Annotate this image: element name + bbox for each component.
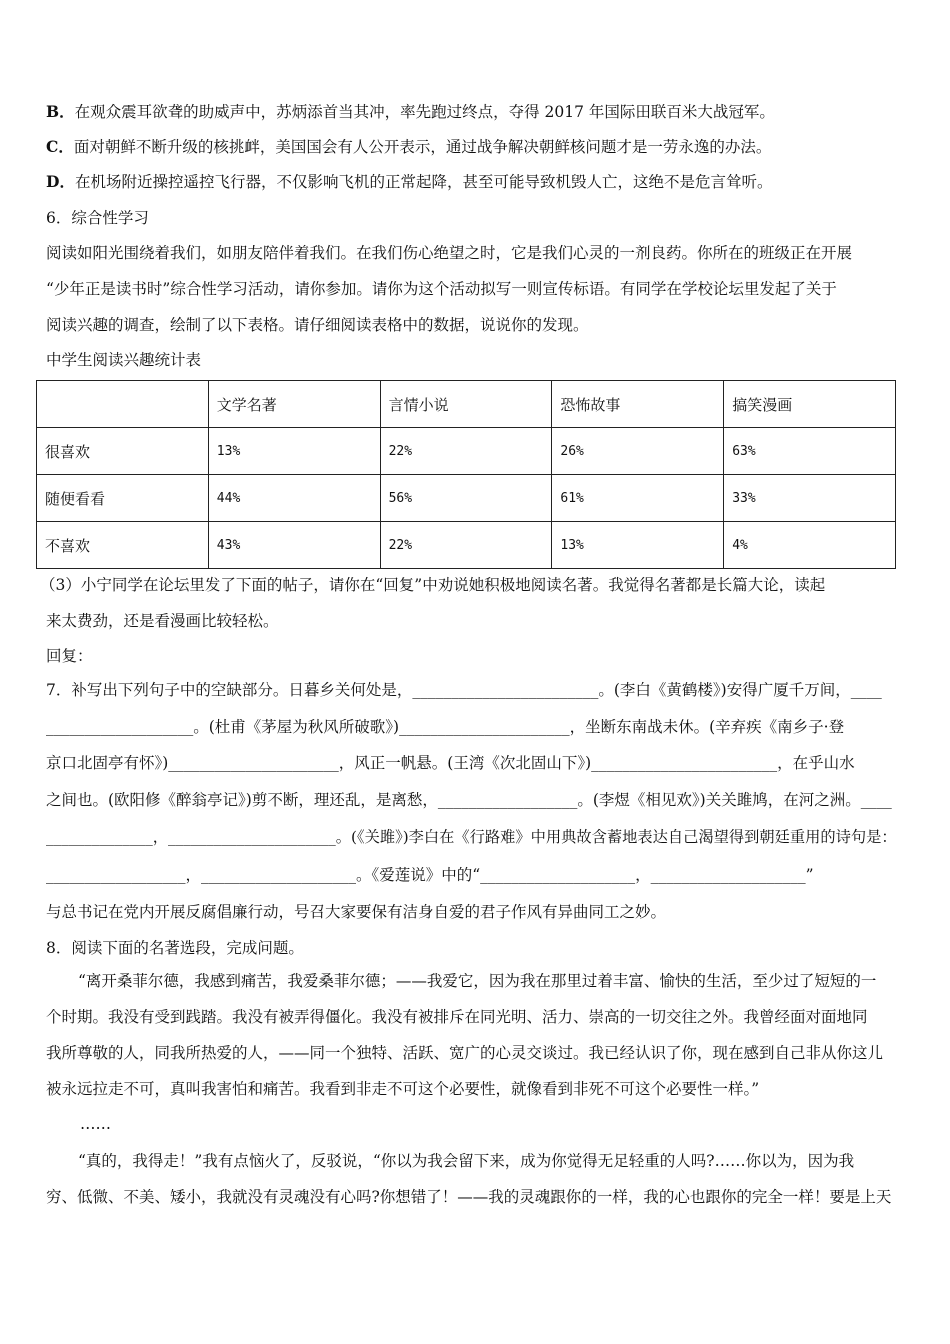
excerpt-line: 被永远拉走不可，真叫我害怕和痛苦。我看到非走不可这个必要性，就像看到非死不可这个必要性一样。”	[46, 1080, 760, 1098]
q5-option-d	[46, 171, 908, 193]
row-label: 很喜欢	[37, 428, 209, 475]
option-letter: D．	[46, 172, 75, 191]
excerpt-line: 穷、低微、不美、矮小，我就没有灵魂没有心吗?你想错了！——我的灵魂跟你的一样，我的心也跟你的完全一样！要是上天	[46, 1188, 892, 1206]
reply-label: 回复：	[46, 647, 93, 665]
option-text: 在机场附近操控遥控飞行器，不仅影响飞机的正常起降，甚至可能导致机毁人亡，这绝不是危言耸听。	[74, 173, 773, 191]
table-cell: 63%	[724, 428, 896, 475]
q6-sub3-line: 来太费劲，还是看漫画比较轻松。	[46, 612, 279, 630]
table-cell: 43%	[208, 522, 380, 569]
table-cell: 4%	[724, 522, 896, 569]
q6-title: 6．综合性学习	[46, 209, 149, 227]
table-cell: 56%	[380, 475, 552, 522]
table-row	[37, 428, 896, 475]
table-header-row	[37, 381, 896, 428]
option-text: 面对朝鲜不断升级的核挑衅，美国国会有人公开表示，通过战争解决朝鲜核问题才是一劳永逸的办法。	[73, 138, 772, 156]
q6-para-line: “少年正是读书时”综合性学习活动，请你参加。请你为这个活动拟写一则宣传标语。有同学在学校论坛里发起了关于	[46, 280, 837, 298]
table-cell: 22%	[380, 428, 552, 475]
table-cell: 33%	[724, 475, 896, 522]
option-letter: C．	[46, 137, 74, 156]
reading-interest-table	[36, 380, 896, 569]
row-label: 不喜欢	[37, 522, 209, 569]
row-label: 随便看看	[37, 475, 209, 522]
excerpt-line: 我所尊敬的人，同我所热爱的人，——同一个独特、活跃、宽广的心灵交谈过。我已经认识了你，现在感到自己非从你这儿	[46, 1044, 884, 1062]
table-row	[37, 475, 896, 522]
excerpt-line: 个时期。我没有受到践踏。我没有被弄得僵化。我没有被排斥在同光明、活力、崇高的一切交往之外。我曾经面对面地同	[46, 1008, 868, 1026]
table-header-cell: 搞笑漫画	[724, 381, 896, 428]
table-cell: 26%	[552, 428, 724, 475]
table-cell: 61%	[552, 475, 724, 522]
q7-line: 与总书记在党内开展反腐倡廉行动，号召大家要保有洁身自爱的君子作风有异曲同工之妙。	[46, 903, 667, 921]
table-cell: 13%	[208, 428, 380, 475]
q7-line: ______________，______________________。(《关雎》)李白在《行路难》中用典故含蓄地表达自己渴望得到朝廷重用的诗句是：	[46, 828, 897, 846]
q8-title: 8．阅读下面的名著选段，完成问题。	[46, 939, 304, 957]
ellipsis: ……	[80, 1115, 111, 1133]
q7-line: 之间也。(欧阳修《醉翁亭记》)剪不断，理还乱，是离愁，__________________。(李煜《相见欢》)关关雎鸠，在河之洲。____	[46, 791, 892, 809]
q6-para-line: 阅读如阳光围绕着我们，如朋友陪伴着我们。在我们伤心绝望之时，它是我们心灵的一剂良药。你所在的班级正在开展	[46, 244, 853, 262]
table-header-cell: 恐怖故事	[552, 381, 724, 428]
table-cell: 44%	[208, 475, 380, 522]
table-row	[37, 522, 896, 569]
q6-sub3-line: （3）小宁同学在论坛里发了下面的帖子，请你在“回复”中劝说她积极地阅读名著。我觉得名著都是长篇大论，读起	[40, 576, 826, 594]
table-cell: 13%	[552, 522, 724, 569]
q5-option-b	[46, 101, 908, 123]
q7-line: 京口北固亭有怀》)______________________，风正一帆悬。(王湾《次北固山下》)________________________，在乎山水	[46, 754, 855, 772]
option-text: 在观众震耳欲聋的助威声中，苏炳添首当其冲，率先跑过终点，夺得 2017 年国际田联百米大战冠军。	[74, 103, 775, 121]
q7-line: ___________________。(杜甫《茅屋为秋风所破歌》)______________________，坐断东南战未休。(辛弃疾《南乡子·登	[46, 718, 845, 736]
excerpt-line: “离开桑菲尔德，我感到痛苦，我爱桑菲尔德；——我爱它，因为我在那里过着丰富、愉快的生活，至少过了短短的一	[78, 972, 877, 990]
q5-option-c	[46, 136, 908, 158]
q6-para-line: 阅读兴趣的调查，绘制了以下表格。请仔细阅读表格中的数据，说说你的发现。	[46, 316, 589, 334]
option-letter: B．	[46, 102, 75, 121]
q7-line: 7．补写出下列句子中的空缺部分。日暮乡关何处是，________________________。(李白《黄鹤楼》)安得广厦千万间，____	[46, 681, 882, 699]
table-cell: 22%	[380, 522, 552, 569]
table-header-cell: 言情小说	[380, 381, 552, 428]
table-caption: 中学生阅读兴趣统计表	[46, 351, 202, 369]
q7-line: __________________，____________________。《爱莲说》中的“____________________，____________________”	[46, 866, 814, 884]
excerpt-line: “真的，我得走！”我有点恼火了，反驳说，“你以为我会留下来，成为你觉得无足轻重的人吗?……你以为，因为我	[78, 1152, 855, 1170]
table-header-cell	[37, 381, 209, 428]
table-header-cell: 文学名著	[208, 381, 380, 428]
